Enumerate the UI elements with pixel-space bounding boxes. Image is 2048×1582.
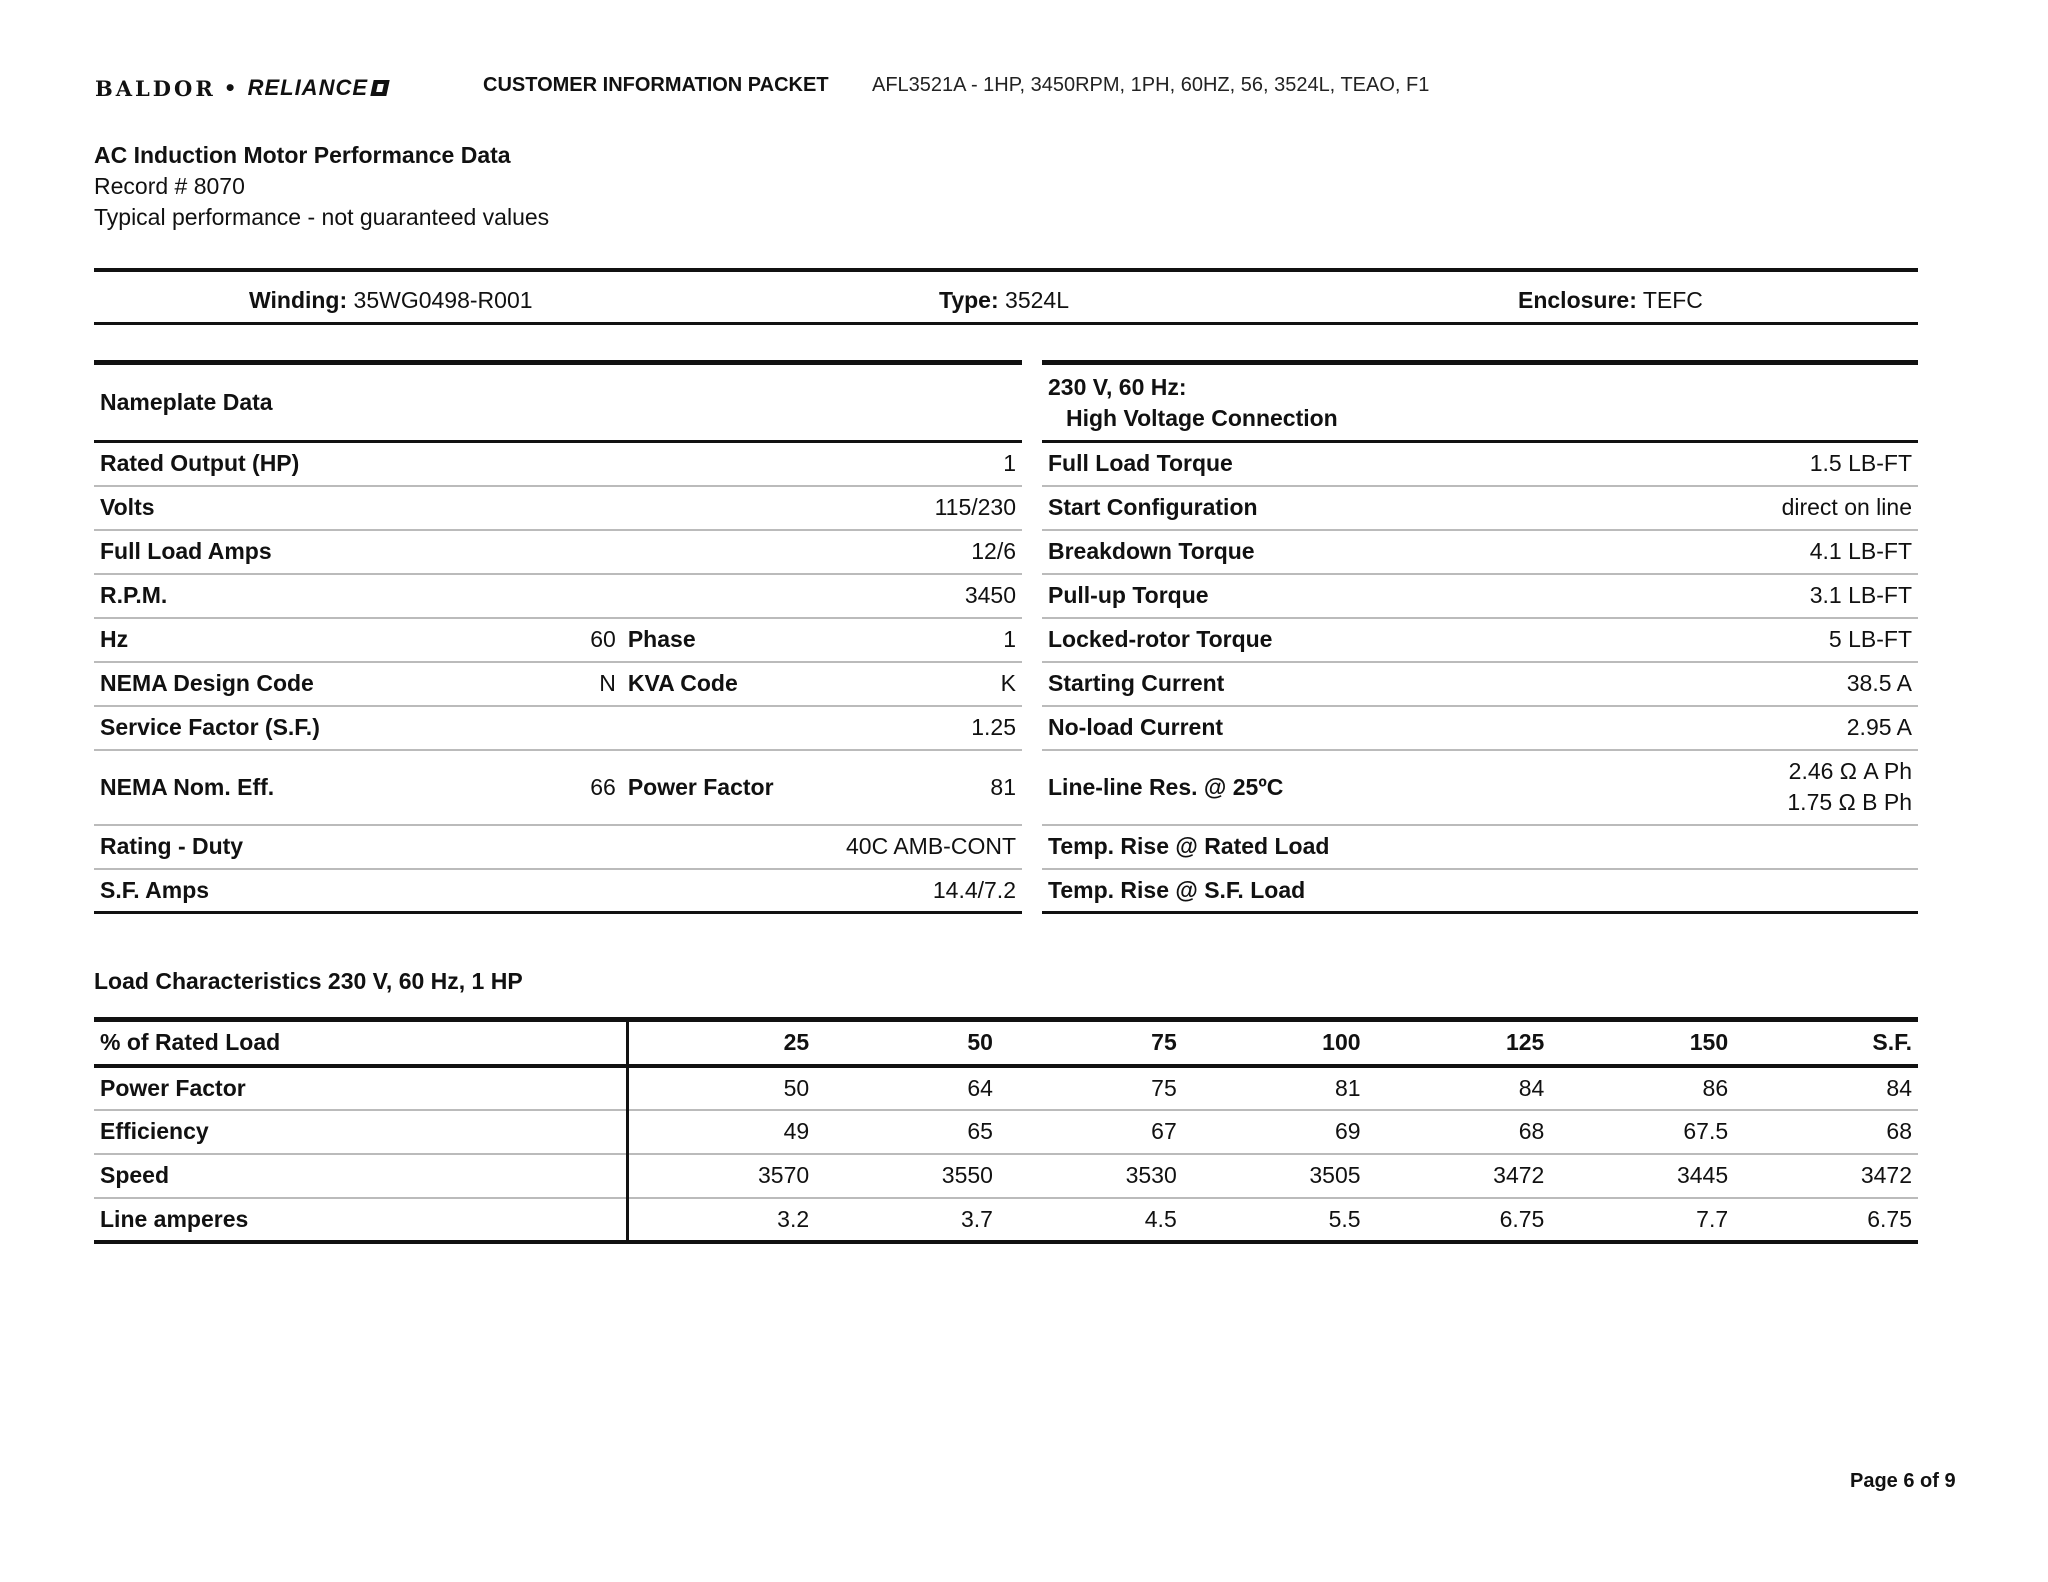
- enclosure-field: [1518, 287, 1703, 314]
- row-label: Temp. Rise @ Rated Load: [1048, 833, 1330, 859]
- row-label: NEMA Design Code: [100, 670, 314, 696]
- row-label: Service Factor (S.F.): [100, 714, 320, 740]
- table-cell: 86: [1702, 1074, 1729, 1101]
- row-label: Line amperes: [94, 1198, 627, 1242]
- row-label: Hz: [100, 626, 129, 652]
- type-value: 3524L: [1005, 287, 1069, 313]
- row-value: [1602, 825, 1918, 869]
- row-value: 1: [1003, 450, 1016, 477]
- row-value: 60: [590, 626, 616, 652]
- row-value: 5 LB-FT: [1828, 626, 1912, 652]
- table-row: [1042, 442, 1918, 486]
- load-characteristics-title: Load Characteristics 230 V, 60 Hz, 1 HP: [94, 968, 523, 994]
- row-label: Speed: [94, 1154, 627, 1198]
- table-cell: 50: [783, 1074, 810, 1101]
- connection-heading: [1042, 363, 1918, 442]
- row-label: Full Load Torque: [1048, 450, 1233, 477]
- table-cell: 64: [967, 1074, 993, 1101]
- connection-table: [1042, 360, 1918, 914]
- table-row: [94, 750, 1022, 825]
- table-row: [94, 530, 1022, 574]
- nameplate-heading: Nameplate Data: [100, 389, 273, 415]
- type-label: Type:: [939, 287, 999, 313]
- connection-heading-line1: 230 V, 60 Hz:: [1048, 373, 1187, 400]
- column-header: 150: [1689, 1029, 1729, 1056]
- table-row: [94, 1066, 1918, 1110]
- table-row: [1042, 750, 1918, 825]
- row-value: 4.1 LB-FT: [1809, 538, 1912, 564]
- row-label: Volts: [100, 494, 155, 520]
- logo-reliance: RELIANCE: [247, 75, 369, 100]
- row-label-2: KVA Code: [627, 670, 738, 696]
- table-row: [1042, 486, 1918, 530]
- row-value: 40C AMB-CONT: [846, 833, 1016, 859]
- table-row: [1042, 706, 1918, 750]
- row-value-2: K: [1000, 670, 1016, 696]
- row-label: Start Configuration: [1048, 494, 1258, 520]
- table-cell: 7.7: [1696, 1205, 1729, 1232]
- winding-field: [249, 287, 533, 314]
- table-cell: 84: [1886, 1074, 1912, 1101]
- table-row: [94, 1198, 1918, 1242]
- row-value: N: [599, 670, 616, 696]
- table-cell: 6.75: [1867, 1205, 1912, 1232]
- row-label: R.P.M.: [100, 582, 168, 608]
- row-value: 115/230: [934, 494, 1016, 520]
- record-number: Record # 8070: [94, 173, 245, 199]
- load-characteristics-table: [94, 1017, 1918, 1244]
- row-value: 14.4/7.2: [932, 876, 1016, 903]
- table-row: [94, 869, 1022, 913]
- table-cell: 69: [1334, 1118, 1361, 1144]
- table-cell: 3.2: [777, 1205, 810, 1232]
- column-header: % of Rated Load: [94, 1020, 627, 1066]
- winding-value: 35WG0498-R001: [353, 287, 533, 313]
- row-label: Locked-rotor Torque: [1048, 626, 1273, 652]
- table-cell: 81: [1334, 1074, 1361, 1101]
- table-row: [94, 825, 1022, 869]
- column-header: 50: [967, 1029, 993, 1056]
- table-cell: 68: [1886, 1118, 1912, 1144]
- table-row: [94, 706, 1022, 750]
- winding-info-bar: [94, 268, 1918, 325]
- table-row: [94, 1110, 1918, 1154]
- table-cell: 65: [967, 1118, 993, 1144]
- row-label: No-load Current: [1048, 714, 1224, 740]
- table-cell: 5.5: [1328, 1205, 1361, 1232]
- table-cell: 4.5: [1144, 1205, 1177, 1232]
- performance-note: Typical performance - not guaranteed values: [94, 204, 550, 230]
- page-number: Page 6 of 9: [1850, 1470, 1956, 1492]
- table-row: [1042, 825, 1918, 869]
- table-header-row: [94, 1020, 1918, 1066]
- table-row: [94, 1154, 1918, 1198]
- row-value: 1.5 LB-FT: [1809, 450, 1912, 477]
- row-label: Efficiency: [94, 1110, 627, 1154]
- table-row: [94, 618, 1022, 662]
- row-value: [1602, 869, 1918, 913]
- column-header: S.F.: [1872, 1029, 1912, 1056]
- row-value-2: 81: [990, 773, 1016, 800]
- model-description: AFL3521A - 1HP, 3450RPM, 1PH, 60HZ, 56, 3524L, TEAO, F1: [872, 74, 1430, 96]
- row-value: 66: [590, 773, 616, 800]
- row-label-2: Phase: [627, 626, 696, 652]
- table-row: [94, 662, 1022, 706]
- reliance-mark-icon: [370, 80, 389, 96]
- connection-heading-line2: High Voltage Connection: [1066, 404, 1338, 431]
- table-cell: 3570: [757, 1162, 810, 1188]
- row-label: Full Load Amps: [100, 538, 272, 564]
- winding-label: Winding:: [249, 287, 348, 313]
- row-value: 3.1 LB-FT: [1809, 582, 1912, 608]
- table-cell: 3445: [1676, 1162, 1729, 1188]
- column-header: 100: [1322, 1029, 1361, 1056]
- table-cell: 84: [1518, 1074, 1545, 1101]
- table-cell: 3472: [1860, 1162, 1912, 1188]
- table-cell: 3530: [1125, 1162, 1177, 1188]
- table-row: [94, 486, 1022, 530]
- row-label: Breakdown Torque: [1048, 538, 1255, 564]
- row-label: NEMA Nom. Eff.: [100, 773, 275, 800]
- column-header: 125: [1505, 1029, 1545, 1056]
- row-value: 12/6: [971, 538, 1016, 564]
- table-cell: 67.5: [1683, 1118, 1729, 1144]
- row-value-2: 1: [1003, 626, 1016, 652]
- logo-baldor: BALDOR: [95, 75, 216, 101]
- table-row: [1042, 530, 1918, 574]
- table-cell: 49: [783, 1118, 810, 1144]
- column-header: 75: [1151, 1029, 1177, 1056]
- row-label: Rated Output (HP): [100, 450, 300, 477]
- enclosure-value: TEFC: [1642, 287, 1703, 313]
- title-block: [94, 140, 549, 233]
- table-row: [1042, 574, 1918, 618]
- table-row: [1042, 618, 1918, 662]
- table-row: [1042, 662, 1918, 706]
- row-value: 1.25: [971, 714, 1016, 740]
- table-row: [94, 574, 1022, 618]
- table-row: [94, 442, 1022, 486]
- row-label: Line-line Res. @ 25ºC: [1048, 773, 1284, 800]
- column-header: 25: [783, 1029, 810, 1056]
- row-value: 38.5 A: [1846, 670, 1912, 696]
- table-cell: 68: [1518, 1118, 1545, 1144]
- table-cell: 3505: [1309, 1162, 1361, 1188]
- table-cell: 75: [1151, 1074, 1177, 1101]
- resistance-b-phase: 1.75 Ω B Ph: [1787, 789, 1912, 815]
- row-label: S.F. Amps: [100, 876, 210, 903]
- logo-dot: •: [223, 76, 240, 100]
- table-cell: 3550: [941, 1162, 993, 1188]
- nameplate-table: [94, 360, 1022, 914]
- brand-logo: [95, 72, 388, 104]
- row-label: Starting Current: [1048, 670, 1225, 696]
- table-cell: 3.7: [960, 1205, 993, 1232]
- row-label: Pull-up Torque: [1048, 582, 1209, 608]
- resistance-a-phase: 2.46 Ω A Ph: [1788, 758, 1912, 784]
- row-value: 3450: [964, 582, 1016, 608]
- type-field: [939, 287, 1069, 314]
- table-cell: 3472: [1493, 1162, 1545, 1188]
- row-value: direct on line: [1781, 494, 1912, 520]
- row-label-2: Power Factor: [627, 773, 774, 800]
- table-row: [1042, 869, 1918, 913]
- table-cell: 67: [1151, 1118, 1177, 1144]
- table-cell: 6.75: [1499, 1205, 1545, 1232]
- packet-title: CUSTOMER INFORMATION PACKET: [483, 74, 829, 96]
- row-label: Rating - Duty: [100, 833, 244, 859]
- row-value: 2.95 A: [1846, 714, 1912, 740]
- row-value: [1602, 750, 1918, 825]
- document-heading: AC Induction Motor Performance Data: [94, 142, 511, 168]
- row-label: Power Factor: [94, 1066, 627, 1110]
- row-label: Temp. Rise @ S.F. Load: [1048, 876, 1306, 903]
- enclosure-label: Enclosure:: [1518, 287, 1637, 313]
